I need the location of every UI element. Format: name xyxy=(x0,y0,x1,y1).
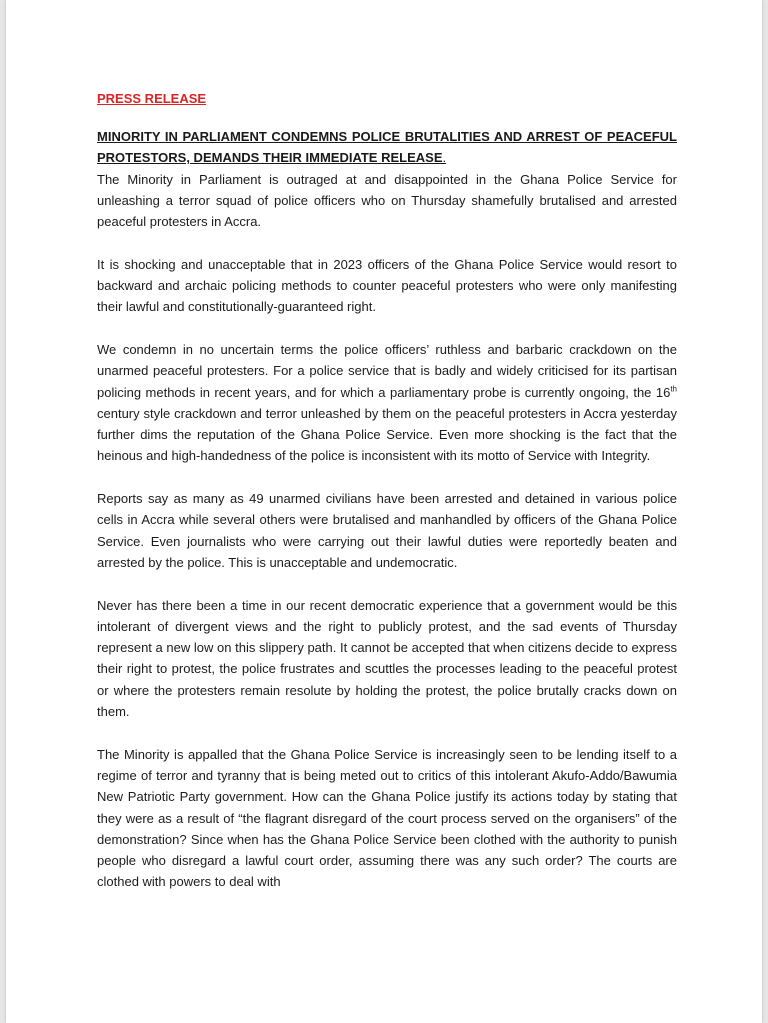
paragraph-5: Never has there been a time in our recent democratic experience that a government would be this intolerant of divergent views and the right to publicly protest, and the sad events of Thursday represent a new low on this slippery path. It cannot be accepted that when citizens decide to express their right to protest, the police frustrates and scuttles the processes leading to the peaceful protest or where the protesters remain resolute by holding the protest, the police brutally cracks down on them. xyxy=(97,597,677,720)
ordinal-superscript: th xyxy=(670,384,677,394)
paragraph-3-part-b: century style crackdown and terror unleashed by them on the peaceful protesters in Accra yesterday further dims the reputation of the Ghana Police Service. Even more shocking is the fact that the heinous and high-handedness of the police is inconsistent with its motto of Service with Integrity. xyxy=(97,405,677,464)
paragraph-3 xyxy=(97,339,677,467)
headline xyxy=(97,126,677,169)
paragraph-2: It is shocking and unacceptable that in 2023 officers of the Ghana Police Service would resort to backward and archaic policing methods to counter peaceful protesters who were only manifesting their lawful and constitutionally-guaranteed right. xyxy=(97,256,677,315)
paragraph-4: Reports say as many as 49 unarmed civilians have been arrested and detained in various police cells in Accra while several others were brutalised and manhandled by officers of the Ghana Police Service. Even journalists who were carrying out their lawful duties were reportedly beaten and arrested by the police. This is unacceptable and undemocratic. xyxy=(97,491,677,570)
press-release-label: PRESS RELEASE xyxy=(97,91,207,106)
document-body xyxy=(97,88,677,914)
document-page xyxy=(6,0,762,1023)
headline-text: MINORITY IN PARLIAMENT CONDEMNS POLICE BRUTALITIES AND ARREST OF PEACEFUL PROTESTORS, DEMANDS THEIR IMMEDIATE RELEASE xyxy=(97,129,677,166)
headline-period: . xyxy=(442,150,447,166)
paragraph-1: The Minority in Parliament is outraged at and disappointed in the Ghana Police Service for unleashing a terror squad of police officers who on Thursday shamefully brutalised and arrested peaceful protesters in Accra. xyxy=(97,171,677,230)
paragraph-6: The Minority is appalled that the Ghana Police Service is increasingly seen to be lending itself to a regime of terror and tyranny that is being meted out to critics of this intolerant Akufo-Addo/Bawumia New Patriotic Party government. How can the Ghana Police justify its actions today by stating that they were as a result of “the flagrant disregard of the court process served on the organisers” of the demonstration? Since when has the Ghana Police Service been clothed with the authority to punish people who disregard a lawful court order, assuming there was any such order? The courts are clothed with powers to deal with xyxy=(97,746,677,890)
paragraph-3-part-a: We condemn in no uncertain terms the police officers’ ruthless and barbaric crackdown on the unarmed peaceful protesters. For a police service that is badly and widely criticised for its partisan policing methods in recent years, and for which a parliamentary probe is currently ongoing, the 16 xyxy=(97,341,677,400)
